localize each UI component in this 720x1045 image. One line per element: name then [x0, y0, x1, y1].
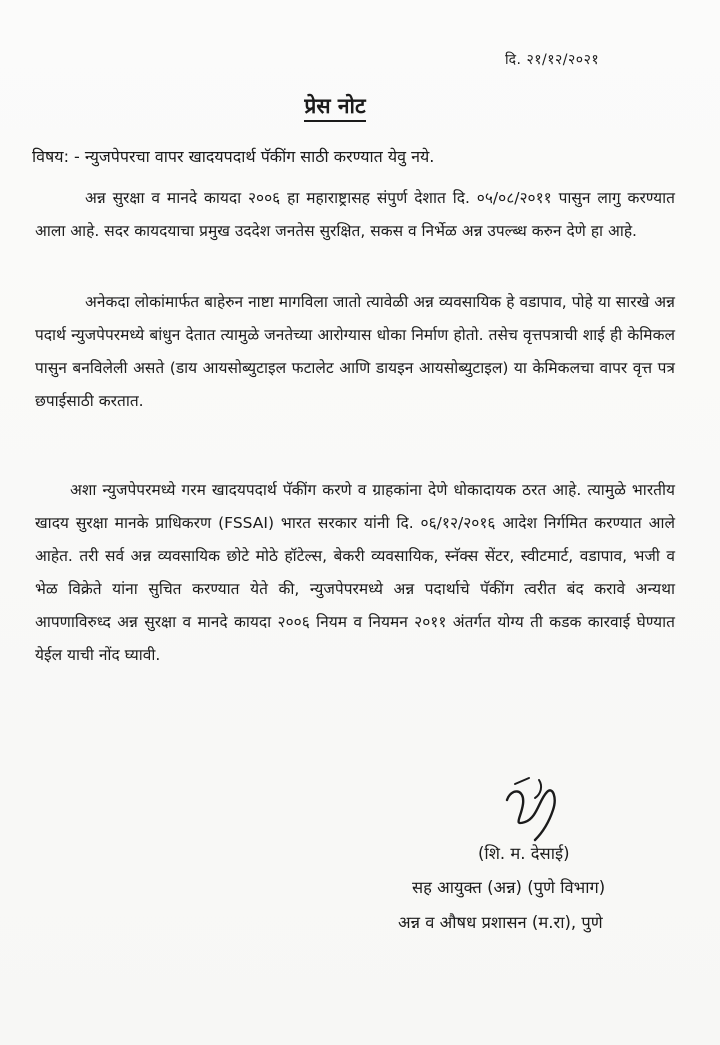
signatory-name: (शि. म. देसाई) — [478, 844, 570, 863]
document-date: दि. २१/१२/२०२१ — [505, 52, 600, 68]
document-title — [0, 92, 670, 120]
paragraph-3: अशा न्युजपेपरमध्ये गरम खादयपदार्थ पॅकींग करणे व ग्राहकांना देणे धोकादायक ठरत आहे. त्यामुळे भारतीय खादय सुरक्षा मानके प्राधिकरण (FSSAI) भारत सरकार यांनी दि. ०६/१२/२०१६ आदेश निर्गमित करण्यात आले आहेत. तरी सर्व अन्न व्यवसायिक छोटे मोठे हॉटेल्स, बेकरी व्यवसायिक, स्नॅक्स सेंटर, स्वीटमार्ट, वडापाव, भजी व भेळ विक्रेते यांना सुचित करण्यात येते की, न्युजपेपरमध्ये अन्न पदार्थाचे पॅकींग त्वरीत बंद करावे अन्यथा आपणाविरुध्द अन्न सुरक्षा व मानदे कायदा २००६ नियम व नियमन २०११ अंतर्गत योग्य ती कडक कारवाई घेण्यात येईल याची नोंद घ्यावी. — [35, 481, 675, 664]
paragraph-2: अनेकदा लोकांमार्फत बाहेरुन नाष्टा मागविला जातो त्यावेळी अन्न व्यवसायिक हे वडापाव, पोहे या सारखे अन्न पदार्थ न्युजपेपरमध्ये बांधुन देतात त्यामुळे जनतेच्या आरोग्यास धोका निर्माण होतो. तसेच वृत्तपत्राची शाई ही केमिकल पासुन बनविलेली असते (डाय आयसोब्युटाइल फटालेट आणि डायइन आयसोब्युटाइल) या केमिकलचा वापर वृत्त पत्र छपाईसाठी करतात. — [35, 293, 675, 410]
handwritten-signature — [495, 770, 575, 845]
signatory-office: अन्न व औषध प्रशासन (म.रा), पुणे — [398, 913, 603, 932]
document-title-text: प्रेस नोट — [304, 94, 365, 122]
document-subject: विषय: - न्युजपेपरचा वापर खादयपदार्थ पॅकींग साठी करण्यात येवु नये. — [32, 147, 435, 166]
signatory-designation: सह आयुक्त (अन्न) (पुणे विभाग) — [412, 878, 606, 897]
paragraph-1: अन्न सुरक्षा व मानदे कायदा २००६ हा महाराष्ट्रासह संपुर्ण देशात दि. ०५/०८/२०११ पासुन लागु करण्यात आला आहे. सदर कायदयाचा प्रमुख उददेश जनतेस सुरक्षित, सकस व निर्भेळ अन्न उपल्ब्ध करुन देणे हा आहे. — [35, 189, 675, 240]
